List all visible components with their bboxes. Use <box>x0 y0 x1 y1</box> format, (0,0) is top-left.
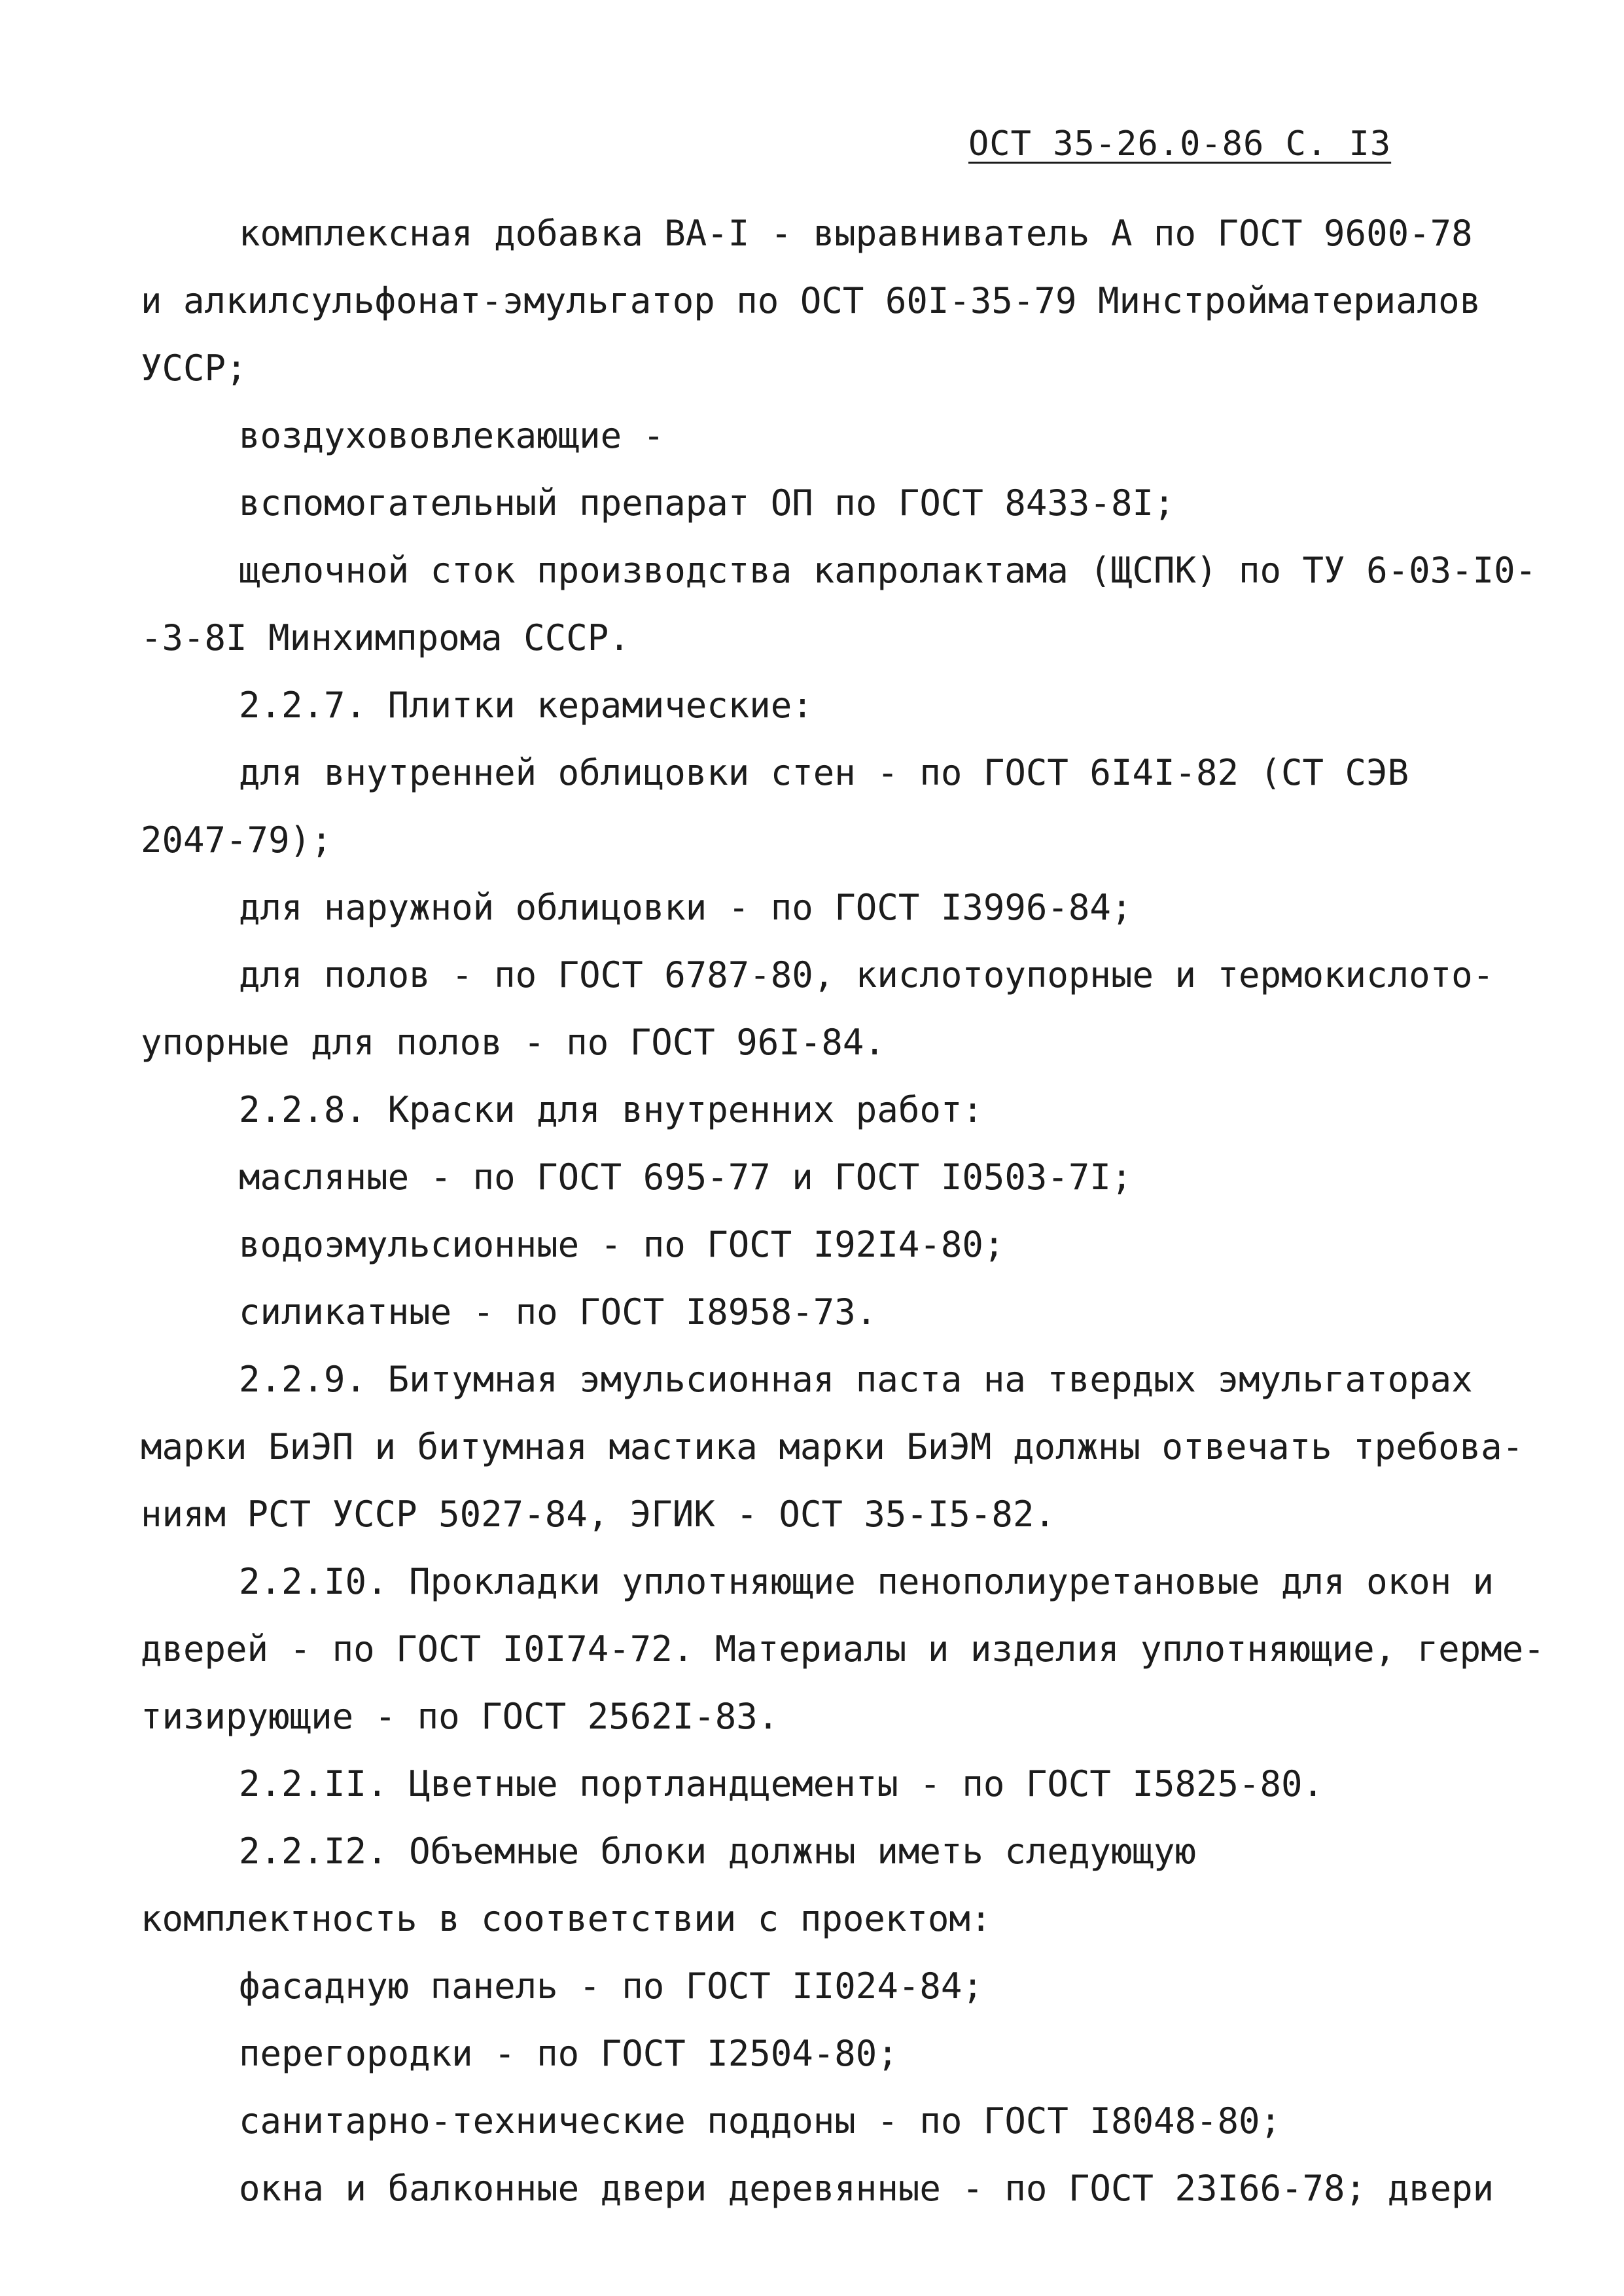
text-line: для внутренней облицовки стен - по ГОСТ 6I4I-82 (СТ СЭВ <box>239 752 1409 793</box>
text-line: 2.2.II. Цветные портландцементы - по ГОСТ I5825-80. <box>239 1763 1324 1804</box>
text-line: УССР; <box>141 348 247 389</box>
text-line: для наружной облицовки - по ГОСТ I3996-84; <box>239 887 1133 928</box>
text-line: окна и балконные двери деревянные - по ГОСТ 23I66-78; двери <box>239 2168 1494 2209</box>
text-line: водоэмульсионные - по ГОСТ I92I4-80; <box>239 1224 1005 1265</box>
text-line: для полов - по ГОСТ 6787-80, кислотоупорные и термокислото- <box>239 954 1494 996</box>
text-line: 2047-79); <box>141 819 332 861</box>
text-line: тизирующие - по ГОСТ 2562I-83. <box>141 1696 779 1737</box>
text-line: 2.2.7. Плитки керамические: <box>239 685 813 726</box>
text-line: 2.2.8. Краски для внутренних работ: <box>239 1089 983 1130</box>
text-line: воздухововлекающие - <box>239 415 665 456</box>
text-line: ниям РСТ УССР 5027-84, ЭГИК - ОСТ 35-I5-82. <box>141 1494 1055 1535</box>
text-line: -3-8I Минхимпрома СССР. <box>141 617 630 658</box>
text-line: щелочной сток производства капролактама (ЩСПК) по ТУ 6-03-I0- <box>239 550 1537 591</box>
text-line: перегородки - по ГОСТ I2504-80; <box>239 2033 898 2074</box>
text-line: фасадную панель - по ГОСТ II024-84; <box>239 1965 983 2007</box>
page-header: ОСТ 35-26.0-86 С. I3 <box>968 124 1392 164</box>
text-line: 2.2.I0. Прокладки уплотняющие пенополиуретановые для окон и <box>239 1561 1494 1602</box>
text-line: 2.2.9. Битумная эмульсионная паста на твердых эмульгаторах <box>239 1359 1473 1400</box>
text-line: комплектность в соответствии с проектом: <box>141 1898 992 1939</box>
text-line: и алкилсульфонат-эмульгатор по ОСТ 60I-35-79 Минстройматериалов <box>141 280 1481 321</box>
text-line: упорные для полов - по ГОСТ 96I-84. <box>141 1022 885 1063</box>
text-line: масляные - по ГОСТ 695-77 и ГОСТ I0503-7I; <box>239 1157 1133 1198</box>
text-line: дверей - по ГОСТ I0I74-72. Материалы и изделия уплотняющие, герме- <box>141 1628 1545 1670</box>
text-line: силикатные - по ГОСТ I8958-73. <box>239 1291 877 1333</box>
text-line: марки БиЭП и битумная мастика марки БиЭМ должны отвечать требова- <box>141 1426 1524 1467</box>
text-line: 2.2.I2. Объемные блоки должны иметь следующую <box>239 1831 1196 1872</box>
text-line: санитарно-технические поддоны - по ГОСТ I8048-80; <box>239 2100 1282 2142</box>
text-line: комплексная добавка ВА-I - выравниватель А по ГОСТ 9600-78 <box>239 213 1473 254</box>
text-line: вспомогательный препарат ОП по ГОСТ 8433-8I; <box>239 482 1175 524</box>
